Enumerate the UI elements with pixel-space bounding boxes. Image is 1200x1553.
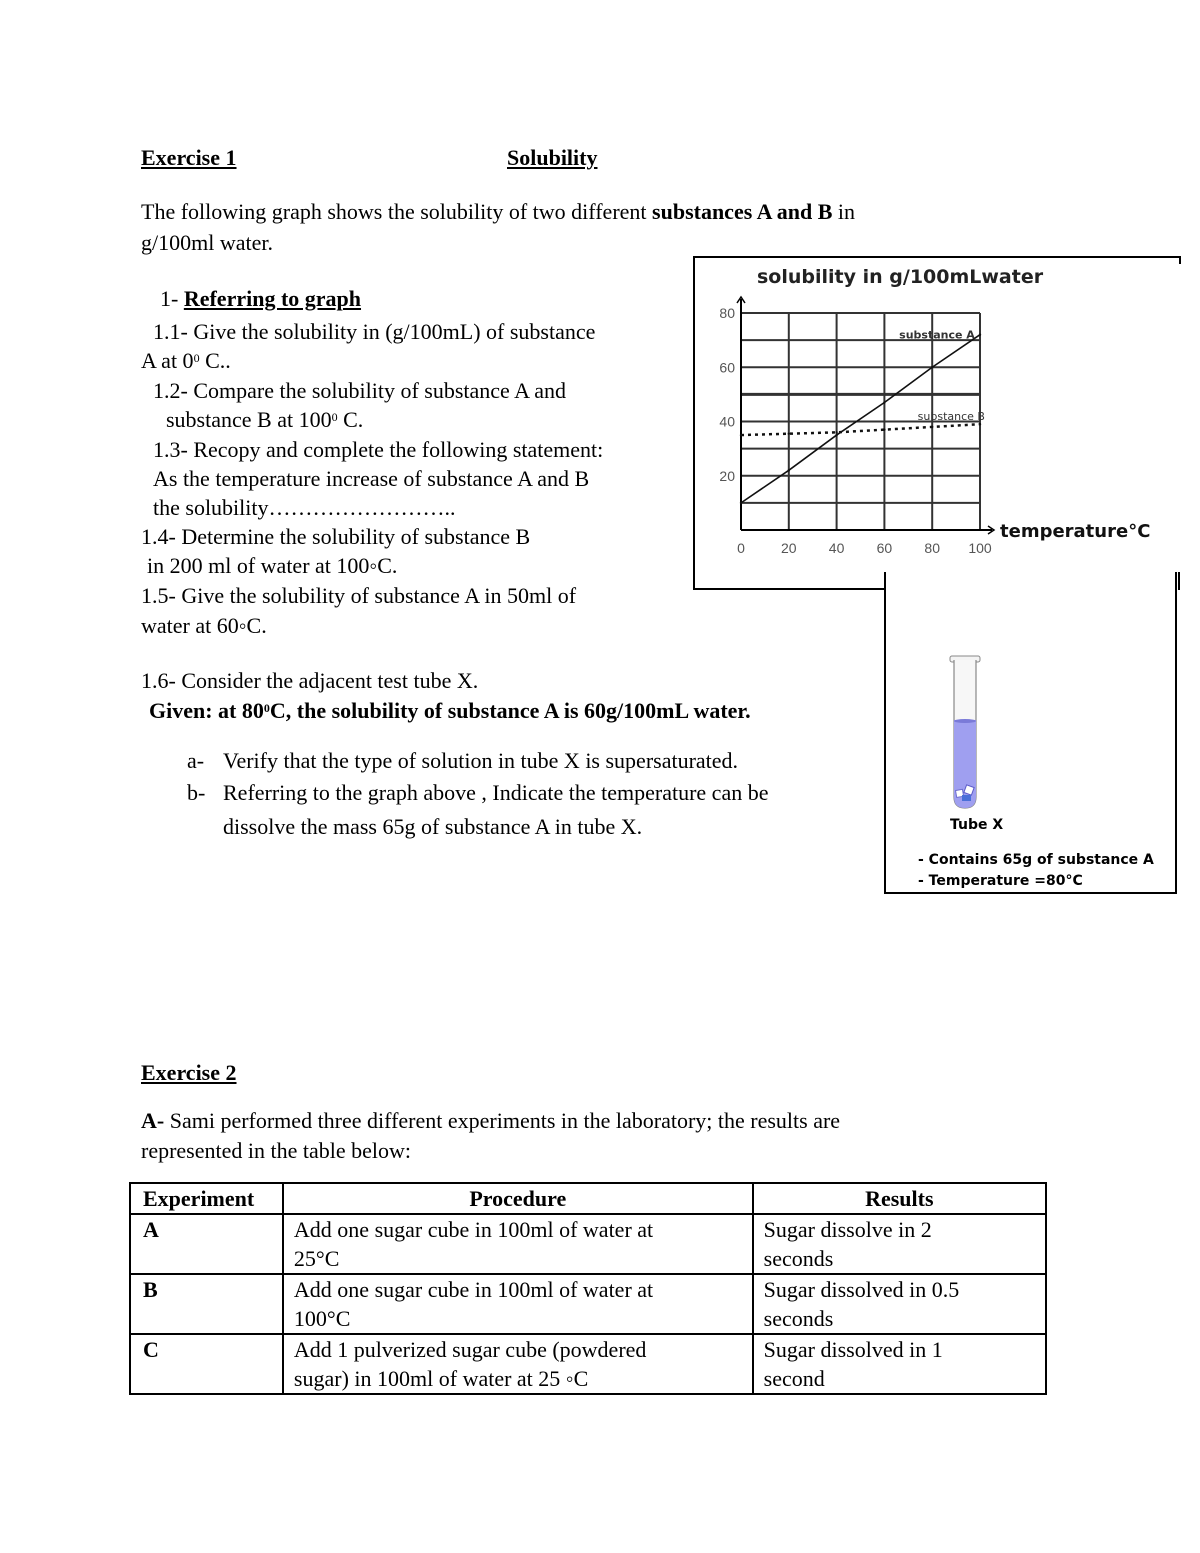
tube-box-right [1175,572,1177,894]
question-a-text: Verify that the type of solution in tube X is supersaturated. [223,748,739,773]
result-line: Sugar dissolved in 0.5 [763,1277,960,1302]
result-line: Sugar dissolve in 2 [763,1217,932,1242]
procedure-cell [283,1214,753,1274]
data-point [740,502,742,504]
question-1-3-line-1: 1.3- Recopy and complete the following statement: [153,437,604,462]
result-cell [753,1274,1046,1334]
data-point [931,366,933,368]
data-point [931,426,933,428]
data-point [883,401,885,403]
tube-box-right-double [1178,572,1180,590]
x-tick-label: 60 [876,540,893,556]
question-1-4-line-1: 1.4- Determine the solubility of substance B [141,524,531,549]
section-1-title [160,284,361,313]
degree-superscript: 0 [263,701,270,715]
data-point [835,431,837,433]
result-line: seconds [763,1246,834,1271]
procedure-line: Add one sugar cube in 100ml of water at [293,1277,654,1302]
exercise-1-heading: Exercise 1 [141,145,237,170]
section-1-heading: Referring to graph [183,286,362,311]
question-1-4-line-2: in 200 ml of water at 100◦C. [147,553,398,578]
table-row [130,1214,1046,1274]
intro-line-2: g/100ml water. [141,230,273,255]
procedure-line: sugar) in 100ml of water at 25 ◦C [293,1366,589,1391]
question-1-1-line-1: 1.1- Give the solubility in (g/100mL) of substance [153,319,596,344]
question-1-2-line-1: 1.2- Compare the solubility of substance A and [153,378,567,403]
data-point [979,423,981,425]
intro-bold-text: substances A and B [652,199,833,224]
exercise-2-intro-line-1 [141,1106,840,1135]
series-line-substance-b [741,424,980,435]
procedure-line: Add 1 pulverized sugar cube (powdered [293,1337,647,1362]
question-a-marker: a- [187,748,205,773]
data-point [788,433,790,435]
solubility-chart [700,290,1190,570]
question-b-line-1: Referring to the graph above , Indicate the temperature can be [223,780,769,805]
degree-superscript: 0 [331,410,338,424]
intro-text-end: in [832,199,856,224]
data-point [883,428,885,430]
q12-unit: C. [337,407,364,432]
tube-label: Tube X [950,817,1004,833]
degree-superscript: 0 [193,351,200,365]
x-tick-label: 20 [781,540,797,556]
question-1-1-line-2 [141,346,231,375]
graph-frame-right-tick [1179,256,1181,264]
chart-title: solubility in g/100mLwater [757,266,1044,288]
label-substance-b: substance B [917,410,985,424]
exercise-2-heading: Exercise 2 [141,1060,237,1085]
q11-text: A at 0 [141,348,194,373]
y-tick-label: 20 [719,467,735,484]
data-point [835,434,837,436]
intro-text: The following graph shows the solubility of two different [141,199,653,224]
table-row [130,1334,1046,1394]
data-point [740,434,742,436]
x-axis-label: temperature°C [1000,521,1151,542]
graph-frame-left [693,256,695,590]
procedure-line: Add one sugar cube in 100ml of water at [293,1217,654,1242]
procedure-line: 100°C [293,1306,351,1331]
experiment-id: C [130,1334,283,1394]
table-row [130,1274,1046,1334]
table-header-row [130,1183,1046,1214]
tube-box-bottom [884,892,1177,894]
experiment-id: A [130,1214,283,1274]
result-line: Sugar dissolved in 1 [763,1337,943,1362]
test-tube-icon [945,652,995,814]
y-tick-label: 60 [719,359,735,376]
data-point [979,334,981,336]
result-cell [753,1214,1046,1274]
question-b-line-2: dissolve the mass 65g of substance A in tube X. [223,814,643,839]
question-1-5-line-1: 1.5- Give the solubility of substance A in 50ml of [141,583,577,608]
x-tick-label: 40 [828,540,845,556]
question-1-2-line-2 [166,405,363,434]
experiment-id: B [130,1274,283,1334]
intro-text: Sami performed three different experiments in the laboratory; the results are [164,1108,841,1133]
question-1-3-line-3: the solubility…………………….. [153,495,456,520]
question-1-6-line-1: 1.6- Consider the adjacent test tube X. [141,668,479,693]
graph-frame-bottom [693,588,886,590]
given-text: Given: at 80 [149,698,264,723]
procedure-line: 25°C [293,1246,340,1271]
crystal [962,795,971,801]
header-results: Results [753,1183,1046,1214]
intro-marker: A- [141,1108,165,1133]
result-line: second [763,1366,825,1391]
exercise-1-topic: Solubility [507,145,598,170]
tube-info-temperature: - Temperature =80°C [918,873,1083,889]
data-point [788,469,790,471]
question-b-marker: b- [187,780,206,805]
experiments-table [129,1182,1047,1395]
question-1-5-line-2: water at 60◦C. [141,613,267,638]
tube-info-content: - Contains 65g of substance A [918,852,1154,868]
header-procedure: Procedure [283,1183,753,1214]
chart-labels [899,329,1150,542]
y-tick-label: 40 [719,413,735,430]
question-1-3-line-2: As the temperature increase of substance A and B [153,466,590,491]
result-cell [753,1334,1046,1394]
x-tick-label: 0 [737,540,745,556]
header-experiment: Experiment [130,1183,283,1214]
x-tick-label: 100 [968,540,992,556]
given-statement [149,696,751,725]
y-tick-label: 80 [719,305,735,321]
label-substance-a: substance A [899,328,975,342]
x-tick-label: 80 [924,540,940,556]
section-1-number: 1- [160,286,184,311]
procedure-cell [283,1274,753,1334]
procedure-cell [283,1334,753,1394]
given-text-end: C, the solubility of substance A is 60g/100mL water. [269,698,751,723]
q12-text: substance B at 100 [166,407,332,432]
result-line: seconds [763,1306,834,1331]
exercise-2-intro-line-2: represented in the table below: [141,1138,412,1163]
tube-box-left [884,572,886,894]
q11-unit: C.. [199,348,231,373]
graph-frame-top [693,256,1181,258]
intro-line-1 [141,197,855,226]
